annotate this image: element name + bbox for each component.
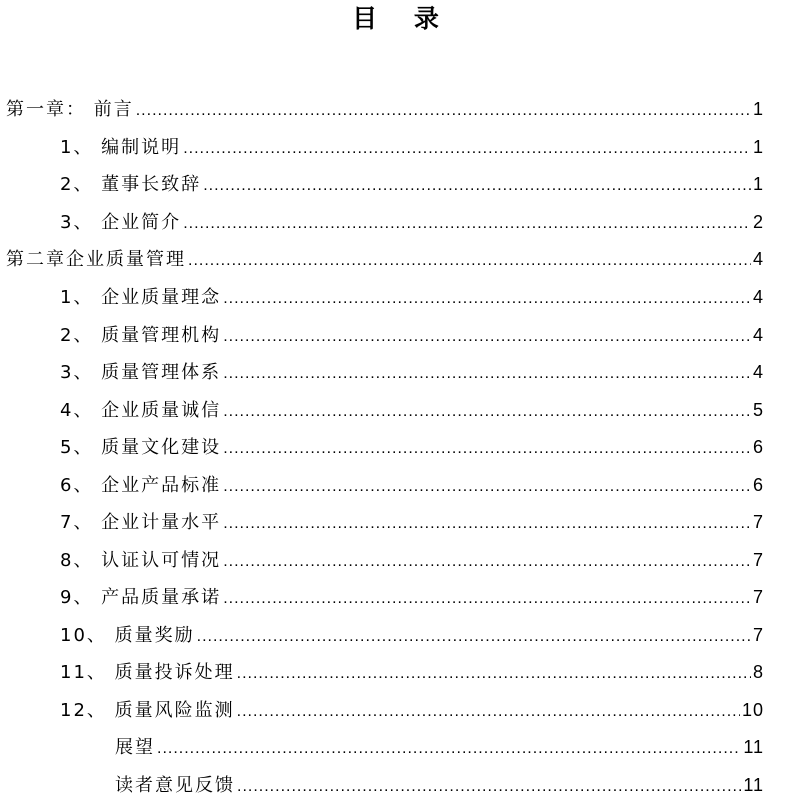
toc-entry-label: 12、 质量风险监测 xyxy=(60,700,235,721)
dot-leader xyxy=(203,172,751,200)
toc-entry-label: 8、 认证认可情况 xyxy=(60,550,222,571)
toc-entry-label: 3、 质量管理体系 xyxy=(60,362,222,383)
dot-leader xyxy=(223,510,751,538)
toc-entry-page: 7 xyxy=(752,512,764,532)
dot-leader xyxy=(223,585,751,613)
toc-entry-page: 4 xyxy=(752,287,764,307)
toc-entry-label: 7、 企业计量水平 xyxy=(60,512,222,533)
toc-entry[interactable] xyxy=(60,321,764,349)
dot-leader xyxy=(157,735,741,763)
toc-entry-label: 6、 企业产品标准 xyxy=(60,475,222,496)
toc-entry-page: 7 xyxy=(752,550,764,570)
toc-entry-page: 11 xyxy=(743,775,764,795)
toc-entry-page: 7 xyxy=(752,587,764,607)
toc-entry[interactable] xyxy=(60,508,764,536)
toc-entry[interactable] xyxy=(115,771,764,799)
toc-entry-chapter-1[interactable] xyxy=(6,95,764,123)
toc-entry-label: 5、 质量文化建设 xyxy=(60,437,222,458)
toc-entry-page: 10 xyxy=(741,700,764,720)
toc-entry-label: 3、 企业简介 xyxy=(60,212,182,233)
toc-entry-page: 1 xyxy=(752,99,764,119)
toc-entry-page: 4 xyxy=(752,325,764,345)
toc-entry-label: 4、 企业质量诚信 xyxy=(60,400,222,421)
dot-leader xyxy=(188,247,751,275)
toc-entry-label: 11、 质量投诉处理 xyxy=(60,662,235,683)
toc-entry-label: 展望 xyxy=(115,737,155,758)
toc-entry[interactable] xyxy=(60,471,764,499)
toc-entry-chapter-2[interactable] xyxy=(6,245,764,273)
toc-entry[interactable] xyxy=(60,433,764,461)
toc-entry-page: 6 xyxy=(752,475,764,495)
toc-entry-page: 4 xyxy=(752,249,764,269)
toc-entry-page: 8 xyxy=(752,662,764,682)
toc-entry-label: 1、 企业质量理念 xyxy=(60,287,222,308)
dot-leader xyxy=(237,773,741,801)
dot-leader xyxy=(183,210,751,238)
toc-entry[interactable] xyxy=(60,170,764,198)
toc-entry-page: 1 xyxy=(752,174,764,194)
toc-entry-page: 11 xyxy=(743,737,764,757)
dot-leader xyxy=(223,398,751,426)
dot-leader xyxy=(136,97,751,125)
dot-leader xyxy=(183,135,751,163)
toc-entry-page: 6 xyxy=(752,437,764,457)
toc-entry[interactable] xyxy=(60,621,764,649)
toc-entry[interactable] xyxy=(60,658,764,686)
toc-entry[interactable] xyxy=(60,208,764,236)
toc-entry[interactable] xyxy=(60,283,764,311)
toc-entry[interactable] xyxy=(60,396,764,424)
toc-entry-label: 10、 质量奖励 xyxy=(60,625,195,646)
dot-leader xyxy=(237,698,740,726)
toc-entry-label: 第一章： 前言 xyxy=(6,99,134,120)
dot-leader xyxy=(223,435,751,463)
dot-leader xyxy=(223,473,751,501)
toc-entry-label: 第二章企业质量管理 xyxy=(6,249,186,270)
toc-entry[interactable] xyxy=(60,696,764,724)
toc-entry[interactable] xyxy=(115,733,764,761)
toc-entry-label: 9、 产品质量承诺 xyxy=(60,587,222,608)
toc-entry[interactable] xyxy=(60,583,764,611)
toc-entry-label: 1、 编制说明 xyxy=(60,137,182,158)
toc-entry-page: 7 xyxy=(752,625,764,645)
dot-leader xyxy=(223,360,751,388)
dot-leader xyxy=(237,660,751,688)
toc-entry-page: 1 xyxy=(752,137,764,157)
toc-entry-label: 2、 质量管理机构 xyxy=(60,325,222,346)
toc-entry[interactable] xyxy=(60,133,764,161)
toc-title: 目 录 xyxy=(352,4,453,33)
toc-entry-label: 2、 董事长致辞 xyxy=(60,174,202,195)
toc-entry-page: 4 xyxy=(752,362,764,382)
dot-leader xyxy=(223,285,751,313)
dot-leader xyxy=(223,323,751,351)
dot-leader xyxy=(197,623,751,651)
toc-entry-page: 5 xyxy=(752,400,764,420)
toc-entry-label: 读者意见反馈 xyxy=(115,775,235,796)
toc-entry[interactable] xyxy=(60,358,764,386)
dot-leader xyxy=(223,548,751,576)
toc-entry-page: 2 xyxy=(752,212,764,232)
toc-entry[interactable] xyxy=(60,546,764,574)
